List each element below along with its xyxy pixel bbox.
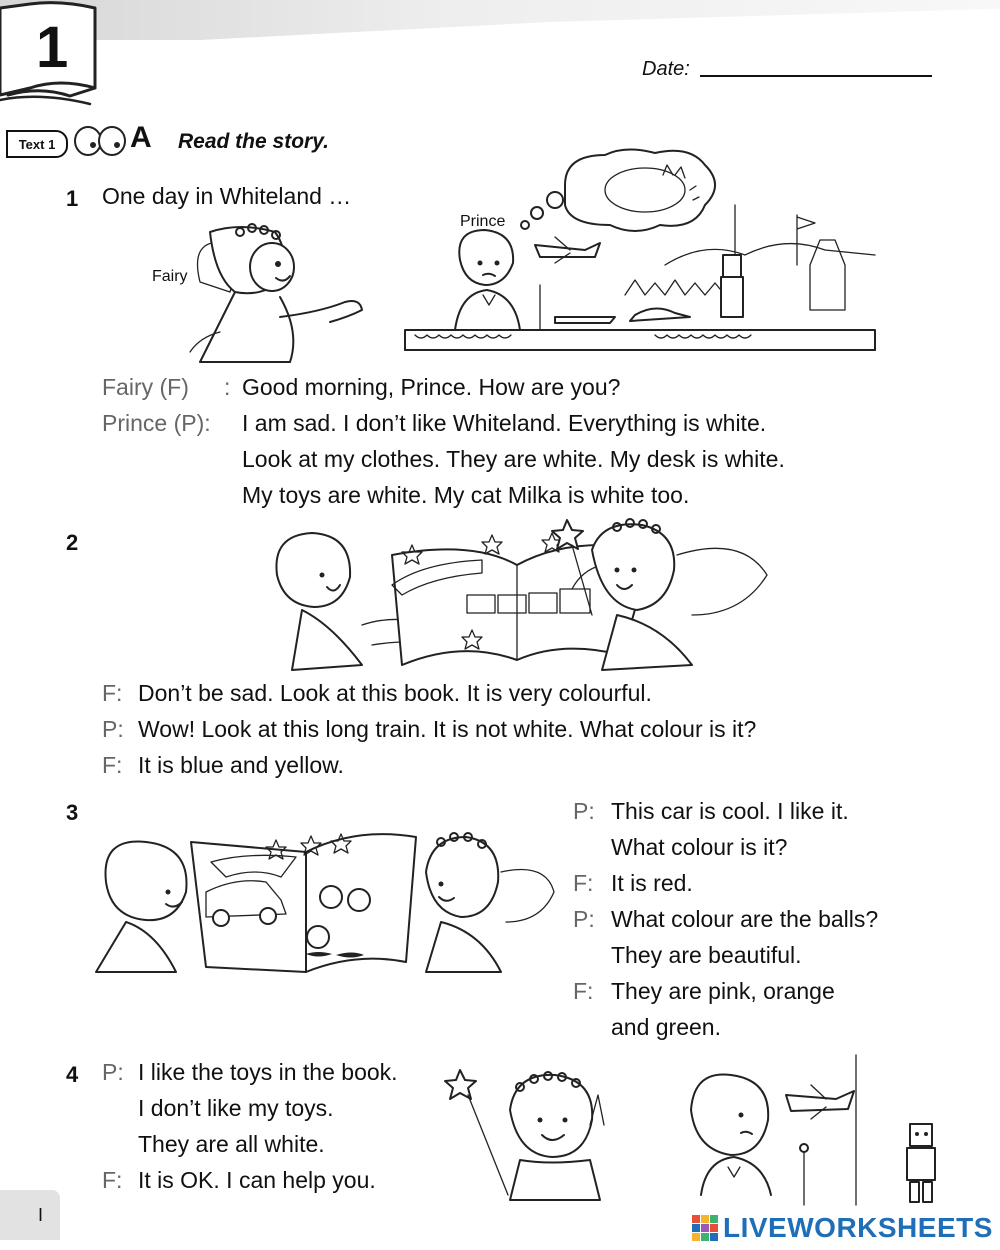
scene-1-speaker-2: Prince (P): bbox=[102, 410, 211, 436]
scene-2-speaker-1: F: bbox=[102, 680, 123, 706]
scene-3-line-2: What colour is it? bbox=[611, 834, 788, 860]
page-number: I bbox=[38, 1205, 44, 1225]
scene-2-speaker-2: P: bbox=[102, 716, 124, 742]
fairy-illustration bbox=[180, 222, 380, 372]
scene-2-line-1: Don’t be sad. Look at this book. It is very colourful. bbox=[138, 680, 652, 706]
instruction: Read the story. bbox=[178, 130, 329, 153]
scene-4-speaker-4: F: bbox=[102, 1167, 123, 1193]
scene-2-number: 2 bbox=[66, 530, 79, 555]
eyes-icon bbox=[72, 124, 128, 158]
scene-1-number: 1 bbox=[66, 186, 79, 211]
scene-1-line-2: I am sad. I don’t like Whiteland. Everything is white. bbox=[242, 410, 767, 436]
unit-number: 1 bbox=[36, 15, 69, 80]
scene-2-line-3: It is blue and yellow. bbox=[138, 752, 344, 778]
page-number-box bbox=[0, 1190, 60, 1240]
nutcracker-toy-icon bbox=[902, 1120, 942, 1205]
scene-3-speaker-1: P: bbox=[573, 798, 595, 824]
scene-3-speaker-3: F: bbox=[573, 870, 594, 896]
scene-3-line-6: They are pink, orange bbox=[611, 978, 835, 1004]
book-car-illustration bbox=[96, 822, 556, 977]
scene-4-line-3: They are all white. bbox=[138, 1131, 325, 1157]
scene-1-heading: One day in Whiteland … bbox=[102, 183, 352, 209]
date-label: Date: bbox=[642, 58, 690, 80]
logo-square bbox=[692, 1224, 700, 1232]
scene-2-speaker-3: F: bbox=[102, 752, 123, 778]
scene-4-line-4: It is OK. I can help you. bbox=[138, 1167, 376, 1193]
logo-square bbox=[710, 1233, 718, 1241]
prince-label: Prince bbox=[460, 213, 506, 230]
logo-square bbox=[701, 1233, 709, 1241]
prince-toys-illustration bbox=[686, 1055, 886, 1205]
scene-1-sep-1: : bbox=[224, 374, 231, 400]
fairy-wand-illustration bbox=[440, 1065, 640, 1200]
scene-3-speaker-4: P: bbox=[573, 906, 595, 932]
logo-square bbox=[701, 1215, 709, 1223]
scene-4-speaker-1: P: bbox=[102, 1059, 124, 1085]
scene-4-line-2: I don’t like my toys. bbox=[138, 1095, 334, 1121]
scene-3-line-7: and green. bbox=[611, 1014, 721, 1040]
scene-1-line-4: My toys are white. My cat Milka is white too. bbox=[242, 482, 690, 508]
scene-1-line-3: Look at my clothes. They are white. My desk is white. bbox=[242, 446, 785, 472]
logo-square bbox=[701, 1224, 709, 1232]
prince-room-illustration bbox=[405, 145, 875, 370]
scene-3-speaker-6: F: bbox=[573, 978, 594, 1004]
logo-square bbox=[710, 1215, 718, 1223]
logo-square bbox=[692, 1233, 700, 1241]
liveworksheets-logo bbox=[692, 1212, 993, 1244]
logo-square bbox=[692, 1215, 700, 1223]
scene-3-line-4: What colour are the balls? bbox=[611, 906, 879, 932]
scene-2-line-2: Wow! Look at this long train. It is not white. What colour is it? bbox=[138, 716, 757, 742]
logo-grid-icon bbox=[692, 1215, 718, 1241]
scene-1-line-1: Good morning, Prince. How are you? bbox=[242, 374, 621, 400]
scene-3-number: 3 bbox=[66, 800, 79, 825]
scene-4-number: 4 bbox=[66, 1062, 79, 1087]
date-field[interactable] bbox=[700, 75, 932, 77]
logo-square bbox=[710, 1224, 718, 1232]
book-train-illustration bbox=[272, 515, 772, 675]
scene-3-line-1: This car is cool. I like it. bbox=[611, 798, 849, 824]
scene-4-line-1: I like the toys in the book. bbox=[138, 1059, 398, 1085]
fairy-label: Fairy bbox=[152, 268, 188, 285]
text-tag: Text 1 bbox=[6, 130, 68, 158]
header-band bbox=[0, 0, 1000, 40]
scene-1-speaker-1: Fairy (F) bbox=[102, 374, 189, 400]
section-letter: A bbox=[130, 121, 152, 154]
scene-3-line-5: They are beautiful. bbox=[611, 942, 802, 968]
scene-3-line-3: It is red. bbox=[611, 870, 693, 896]
brand-name: LIVEWORKSHEETS bbox=[723, 1212, 993, 1243]
